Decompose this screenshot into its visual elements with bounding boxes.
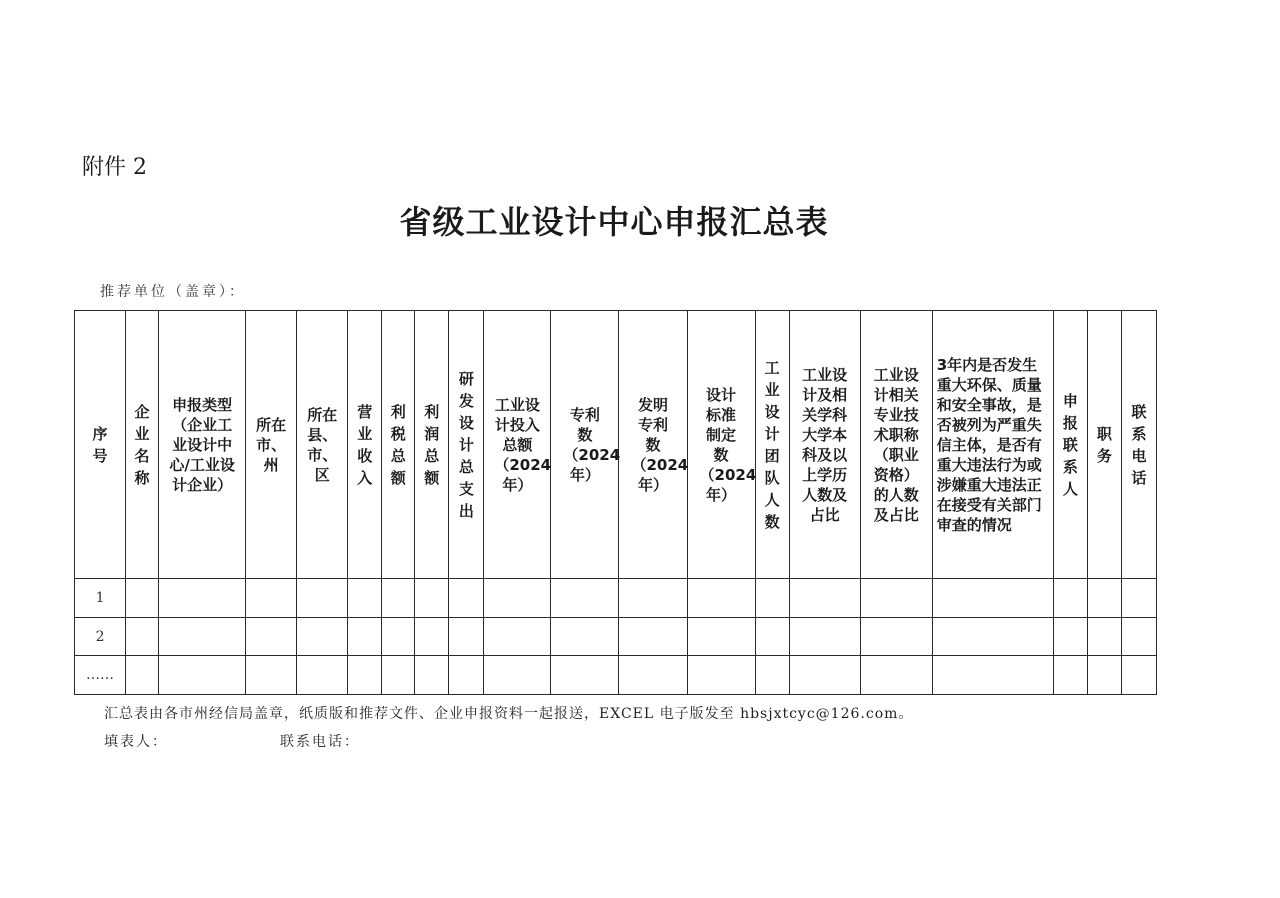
recommend-unit-label: 推荐单位（盖章）：	[100, 284, 246, 300]
document-title: 省级工业设计中心申报汇总表	[399, 203, 829, 241]
header-compliance: 3年内是否发生重大环保、质量和安全事故，是否被列为严重失信主体，是否有重大违法行为或涉嫌重大违法正在接受有关部门审查的情况	[932, 311, 1053, 579]
phone-label: 联系电话：	[280, 734, 360, 750]
header-design-investment: 工业设计投入总额（2024年）	[484, 311, 551, 579]
header-invention-patents: 发明专利数（2024年）	[619, 311, 687, 579]
header-contact-person: 申报联系人	[1053, 311, 1087, 579]
header-degree-ratio: 工业设计及相关学科大学本科及以上学历人数及占比	[789, 311, 860, 579]
summary-table	[74, 310, 1157, 695]
header-county: 所在县、市、区	[297, 311, 348, 579]
header-row	[75, 311, 1157, 579]
attachment-label: 附件 2	[82, 155, 147, 180]
header-apply-type: 申报类型（企业工业设计中心/工业设计企业）	[159, 311, 246, 579]
table-row	[75, 656, 1157, 695]
header-revenue: 营业收入	[348, 311, 382, 579]
header-total-profit: 利润总额	[415, 311, 449, 579]
header-contact-phone: 联系电话	[1121, 311, 1156, 579]
row-number: 1	[75, 579, 126, 618]
footer-note: 汇总表由各市州经信局盖章，纸质版和推荐文件、企业申报资料一起报送，EXCEL 电子版发至 hbsjxtcyc@126.com。	[104, 706, 914, 722]
table-row	[75, 579, 1157, 618]
table-row	[75, 618, 1157, 656]
row-number: ……	[75, 656, 126, 695]
header-patents: 专利数（2024年）	[551, 311, 619, 579]
header-title-ratio: 工业设计相关专业技术职称（职业资格）的人数及占比	[860, 311, 932, 579]
header-profit-tax: 利税总额	[382, 311, 415, 579]
header-company-name: 企业名称	[126, 311, 159, 579]
header-standards: 设计标准制定数（2024年）	[687, 311, 755, 579]
header-team-size: 工业设计团队人数	[755, 311, 789, 579]
row-number: 2	[75, 618, 126, 656]
header-position: 职务	[1087, 311, 1121, 579]
header-city: 所在市、州	[246, 311, 297, 579]
header-rd-expense: 研发设计总支出	[449, 311, 484, 579]
header-seq: 序号	[75, 311, 126, 579]
filler-label: 填表人：	[104, 734, 168, 750]
